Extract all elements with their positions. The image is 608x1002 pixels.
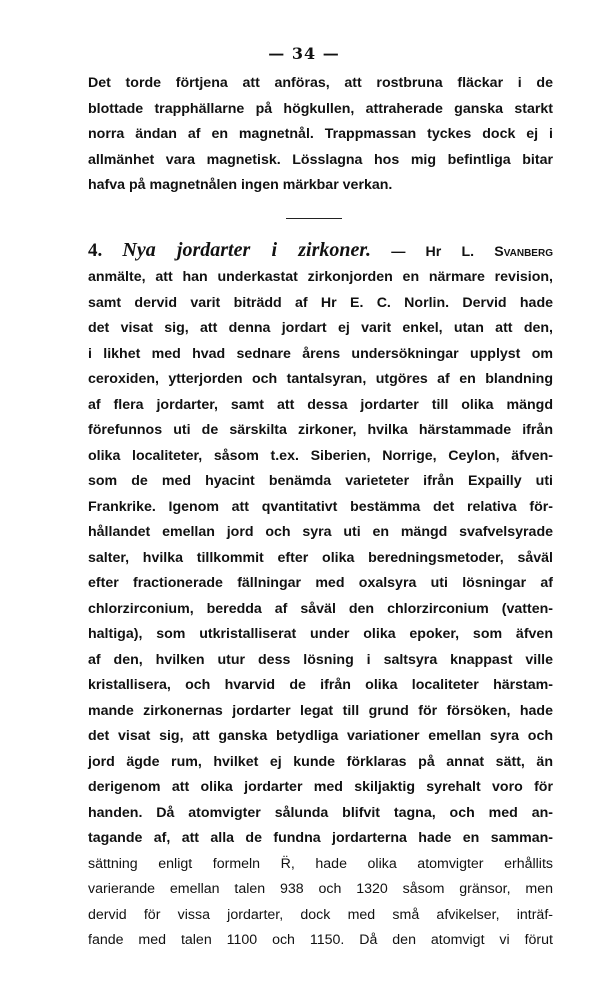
text-line: salter, hvilka tillkommit efter olika beredningsmetoder, såväl <box>88 549 553 566</box>
text-line: derigenom att olika jordarter med skiljaktig syrehalt voro för <box>88 779 553 795</box>
text-line: hafva på magnetnålen ingen märkbar verkan. <box>88 177 393 193</box>
text-line: ceroxiden, ytterjorden och tantalsyran, utgöres af en blandning <box>88 371 553 387</box>
text-line: förefunnos uti de särskilta zirkoner, hvilka härstammade ifrån <box>88 422 553 438</box>
section-divider <box>286 218 342 219</box>
text-line: handen. Då atomvigter sålunda blifvit tagna, och med an- <box>88 804 553 821</box>
text-line: kristallisera, och hvarvid de ifrån olika localiteter härstam- <box>88 677 553 693</box>
text-line: sättning enligt formeln R̈, hade olika atomvigter erhållits <box>88 855 553 872</box>
text-line: af den, hvilken utur dess lösning i saltsyra knappast ville <box>88 651 553 668</box>
text-line: dervid för vissa jordarter, dock med små afvikelser, inträf- <box>88 906 553 923</box>
text-line: varierande emellan talen 938 och 1320 såsom gränsor, men <box>88 881 553 897</box>
section-title: Nya jordarter i zirkoner. <box>122 239 372 261</box>
text-line: haltiga), som utkristalliserat under olika epoker, som äfven <box>88 626 553 642</box>
text-line: hållandet emellan jord och syra uti en mängd svafvelsyrade <box>88 524 553 540</box>
text-line: efter fractionerade fällningar med oxalsyra uti lösningar af <box>88 575 553 591</box>
text-line: som de med hyacint benämda varieteter ifrån Expailly uti <box>88 473 553 489</box>
text-line: Frankrike. Igenom att qvantitativt bestämma det relativa för- <box>88 498 553 515</box>
page-number: — 34 — <box>268 44 340 63</box>
presenter-name: Svanberg <box>494 244 553 260</box>
text-line: af flera jordarter, samt att dessa jordarter till olika mängd <box>88 396 553 413</box>
text-line: chlorzirconium, beredda af såväl den chlorzirconium (vatten- <box>88 600 553 617</box>
section-4-body <box>88 235 553 954</box>
text-line: mande zirkonernas jordarter legat till grund för försöken, hade <box>88 702 553 719</box>
text-line: Det torde förtjena att anföras, att rostbruna fläckar i de <box>88 75 553 91</box>
text-line: i likhet med hvad sednare årens undersökningar upplyst om <box>88 345 553 362</box>
text-line: allmänhet vara magnetisk. Lösslagna hos mig befintliga bitar <box>88 151 553 168</box>
text-line: det visat sig, att denna jordart ej varit enkel, utan att den, <box>88 320 553 336</box>
section-heading <box>88 235 553 265</box>
text-line: olika localiteter, såsom t.ex. Siberien, Norrige, Ceylon, äfven- <box>88 447 553 464</box>
text-line: jord ägde rum, hvilket ej kunde förklaras på annat sätt, än <box>88 753 553 770</box>
text-line: fande med talen 1100 och 1150. Då den atomvigt vi förut <box>88 932 553 948</box>
text-line: samt dervid varit biträdd af Hr E. C. Norlin. Dervid hade <box>88 294 553 311</box>
paragraph-magnetism <box>88 71 553 199</box>
intro-text: — Hr L. <box>391 244 475 260</box>
text-line: anmälte, att han underkastat zirkonjorden en närmare revision, <box>88 269 553 285</box>
text-line: blottade trapphällarne på högkullen, attraherade ganska starkt <box>88 100 553 117</box>
section-number: 4. <box>88 240 103 261</box>
text-line: det visat sig, att ganska betydliga variationer emellan syra och <box>88 728 553 744</box>
text-line: norra ändan af en magnetnål. Trappmassan tyckes dock ej i <box>88 126 553 142</box>
text-line: tagande af, att alla de fundna jordarterna hade en samman- <box>88 830 553 846</box>
